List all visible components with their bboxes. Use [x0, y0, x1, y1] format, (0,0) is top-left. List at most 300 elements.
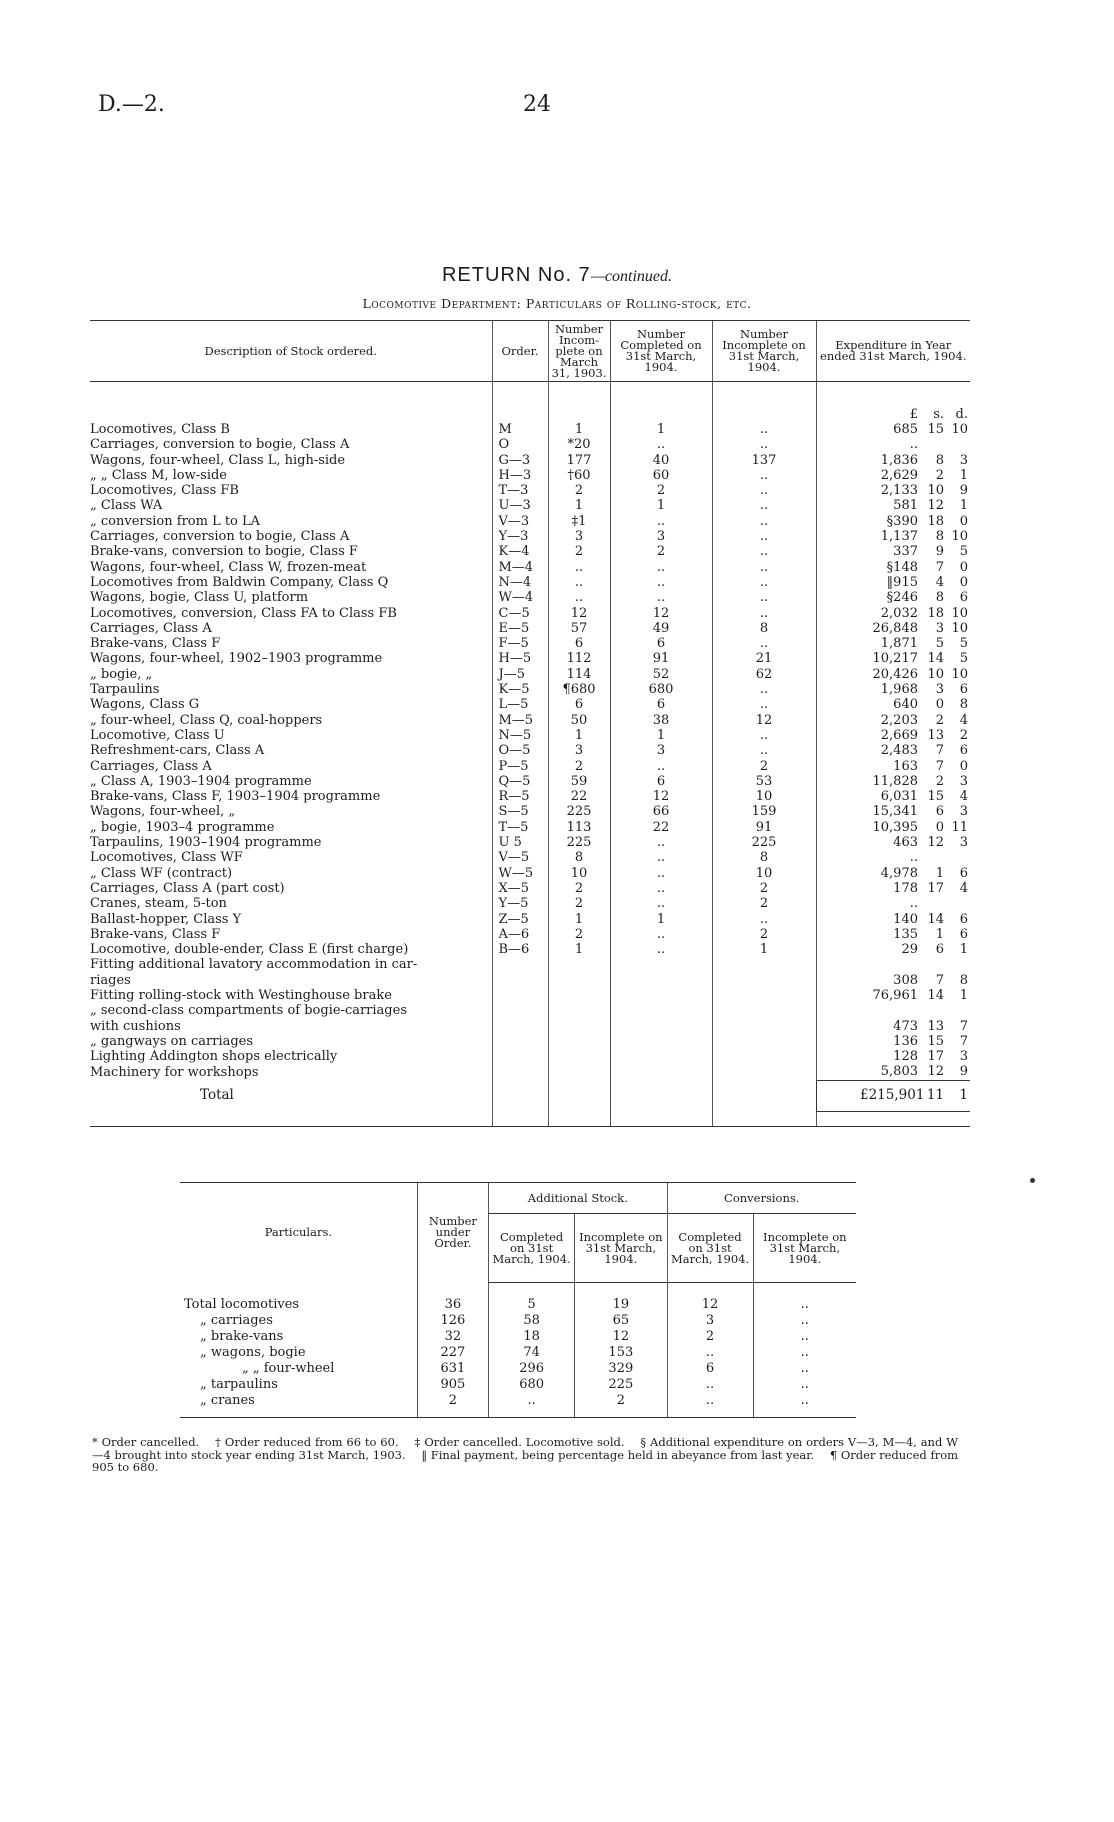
- stock-row-expenditure: [816, 743, 970, 758]
- completed-1904: 2: [610, 483, 712, 498]
- pence-value: 0: [959, 574, 968, 590]
- pence-value: 6: [959, 865, 968, 881]
- empty-cell: [492, 1049, 548, 1064]
- completed-1904: ..: [610, 835, 712, 850]
- pence-value: 8: [959, 697, 968, 713]
- misc-description: „ gangways on carriages: [90, 1033, 254, 1049]
- completed-1904: ..: [610, 942, 712, 957]
- stock-row-expenditure: [816, 453, 970, 468]
- incomplete-1904: 159: [712, 804, 816, 819]
- summary-conversions-incomplete: ..: [753, 1297, 856, 1313]
- dots-cell: [712, 1019, 816, 1034]
- shillings-value: 15: [927, 1033, 944, 1049]
- pence-value: 7: [959, 1018, 968, 1034]
- return-title: [0, 264, 1114, 287]
- pounds-value: 1,968: [880, 682, 918, 698]
- stock-row: [90, 850, 970, 865]
- summary-particular: Total locomotives: [184, 1297, 300, 1312]
- return-title-main: RETURN No. 7: [441, 264, 591, 286]
- incomplete-1903: 225: [548, 835, 610, 850]
- shillings-value: 12: [927, 1064, 944, 1080]
- footnote: ‖ Final payment, being percentage held in abeyance from last year.: [421, 1447, 815, 1462]
- pence-value: 10: [951, 529, 968, 545]
- summary-conversions-completed: 6: [667, 1361, 753, 1377]
- empty-cell: [548, 988, 610, 1003]
- shillings-value: 18: [927, 605, 944, 621]
- stock-description: Brake-vans, Class F, 1903–1904 programme: [90, 789, 381, 805]
- summary-conversions-completed: 2: [667, 1329, 753, 1345]
- summary-additional-completed: ..: [489, 1393, 575, 1409]
- money-amount: [860, 820, 968, 835]
- header-additional-completed: Completed on 31st March, 1904.: [489, 1214, 575, 1283]
- summary-under-order: 2: [417, 1393, 488, 1409]
- order-code: H—3: [492, 468, 548, 483]
- stock-row: [90, 942, 970, 957]
- empty-cell: [712, 1003, 816, 1018]
- summary-row: [180, 1345, 856, 1361]
- empty-cell: [548, 1080, 610, 1111]
- money-amount: [860, 560, 968, 575]
- incomplete-1904: 1: [712, 942, 816, 957]
- stock-row-expenditure: [816, 682, 970, 697]
- header-conversions-incomplete: Incomplete on 31st March, 1904.: [753, 1214, 856, 1283]
- empty-cell: [492, 1080, 548, 1111]
- header-additional-incomplete: Incomplete on 31st March, 1904.: [575, 1214, 667, 1283]
- summary-particular: „ wagons, bogie: [200, 1345, 306, 1360]
- dots-cell: [492, 973, 548, 988]
- incomplete-1903: 6: [548, 697, 610, 712]
- stock-row-expenditure: [816, 544, 970, 559]
- stock-description: Wagons, four-wheel, „: [90, 804, 236, 820]
- footnote: * Order cancelled.: [92, 1435, 200, 1449]
- shillings-value: 17: [927, 1049, 944, 1065]
- money-amount: [860, 835, 968, 850]
- summary-particular: „ „ four-wheel: [242, 1361, 335, 1376]
- empty-cell: [816, 1003, 970, 1018]
- shillings-value: 3: [935, 682, 944, 698]
- stock-description: „ „ Class M, low-side: [90, 467, 227, 483]
- summary-under-order: 126: [417, 1313, 488, 1329]
- order-code: V—3: [492, 514, 548, 529]
- money-amount: [860, 1049, 968, 1064]
- stock-description: „ bogie, 1903–4 programme: [90, 819, 275, 835]
- empty-cell: [712, 1049, 816, 1064]
- stock-row-expenditure: [816, 422, 970, 437]
- incomplete-1904: 225: [712, 835, 816, 850]
- pounds-value: 136: [893, 1033, 918, 1049]
- empty-cell: [610, 988, 712, 1003]
- empty-cell: [712, 1080, 816, 1111]
- pence-value: 0: [959, 513, 968, 529]
- completed-1904: ..: [610, 759, 712, 774]
- order-code: O—5: [492, 743, 548, 758]
- summary-row: [180, 1329, 856, 1345]
- pounds-value: 6,031: [880, 789, 918, 805]
- summary-conversions-completed: 12: [667, 1297, 753, 1313]
- incomplete-1903: 177: [548, 453, 610, 468]
- stock-row-expenditure: [816, 866, 970, 881]
- money-amount: [860, 850, 968, 865]
- shillings-value: 7: [935, 972, 944, 988]
- pounds-value: §148: [886, 559, 918, 575]
- stock-description: Carriages, Class A: [90, 620, 212, 636]
- pounds-value: 685: [893, 422, 918, 437]
- incomplete-1903: 1: [548, 422, 610, 437]
- pounds-value: ‖915: [886, 574, 918, 590]
- incomplete-1903: ¶680: [548, 682, 610, 697]
- order-code: O: [492, 437, 548, 452]
- pence-value: 9: [959, 483, 968, 499]
- incomplete-1903: 10: [548, 866, 610, 881]
- completed-1904: 1: [610, 912, 712, 927]
- stock-row-expenditure: [816, 759, 970, 774]
- misc-row-expenditure: [816, 1064, 970, 1080]
- order-code: U 5: [492, 835, 548, 850]
- stock-description: „ Class A, 1903–1904 programme: [90, 773, 312, 789]
- pence-value: 6: [959, 911, 968, 927]
- shillings-value: 2: [935, 773, 944, 789]
- stock-row-expenditure: [816, 651, 970, 666]
- money-amount: [860, 544, 968, 559]
- incomplete-1904: ..: [712, 468, 816, 483]
- shillings-value: 10: [927, 483, 944, 499]
- completed-1904: 1: [610, 498, 712, 513]
- misc-row-continued: [90, 1019, 970, 1034]
- stock-row: [90, 483, 970, 498]
- completed-1904: 60: [610, 468, 712, 483]
- empty-cell: [816, 957, 970, 972]
- incomplete-1904: ..: [712, 544, 816, 559]
- stock-row-expenditure: [816, 881, 970, 896]
- pence-value: 4: [959, 789, 968, 805]
- stock-description: Wagons, four-wheel, 1902–1903 programme: [90, 651, 383, 667]
- empty-cell: [712, 1064, 816, 1080]
- stock-row-expenditure: [816, 575, 970, 590]
- pounds-value: ..: [909, 437, 918, 453]
- stock-description: Carriages, conversion to bogie, Class A: [90, 529, 350, 545]
- incomplete-1904: ..: [712, 575, 816, 590]
- rolling-stock-table: [90, 320, 970, 1127]
- summary-additional-incomplete: 225: [575, 1377, 667, 1393]
- completed-1904: ..: [610, 437, 712, 452]
- stock-row: [90, 835, 970, 850]
- stock-row: [90, 468, 970, 483]
- stock-row: [90, 912, 970, 927]
- shillings-value: 14: [927, 987, 944, 1003]
- stock-row: [90, 544, 970, 559]
- summary-additional-incomplete: 329: [575, 1361, 667, 1377]
- completed-1904: 22: [610, 820, 712, 835]
- shillings-value: 7: [935, 743, 944, 759]
- header-incomplete-1904: Number Incomplete on 31st March, 1904.: [712, 321, 816, 382]
- stock-description: Cranes, steam, 5-ton: [90, 896, 227, 912]
- dots-cell: [610, 1019, 712, 1034]
- completed-1904: 38: [610, 713, 712, 728]
- order-code: T—5: [492, 820, 548, 835]
- incomplete-1904: ..: [712, 437, 816, 452]
- stock-description: Locomotives, Class B: [90, 422, 230, 437]
- stock-row-expenditure: [816, 927, 970, 942]
- completed-1904: ..: [610, 927, 712, 942]
- stock-row-expenditure: [816, 514, 970, 529]
- stock-row: [90, 804, 970, 819]
- shillings-value: 15: [927, 789, 944, 805]
- money-amount: [860, 483, 968, 498]
- summary-additional-incomplete: 153: [575, 1345, 667, 1361]
- completed-1904: 49: [610, 621, 712, 636]
- empty-cell: [548, 1003, 610, 1018]
- completed-1904: 66: [610, 804, 712, 819]
- completed-1904: 12: [610, 789, 712, 804]
- stock-row-expenditure: [816, 590, 970, 605]
- pence-value: 1: [959, 467, 968, 483]
- incomplete-1904: ..: [712, 912, 816, 927]
- pounds-value: §390: [886, 513, 918, 529]
- footnote: ¶ Order reduced from 905 to 680.: [92, 1447, 959, 1474]
- shillings-value: 0: [935, 697, 944, 713]
- summary-additional-completed: 74: [489, 1345, 575, 1361]
- empty-cell: [610, 1034, 712, 1049]
- stock-row-expenditure: [816, 804, 970, 819]
- order-code: M—4: [492, 560, 548, 575]
- stock-row-expenditure: [816, 820, 970, 835]
- summary-particular: „ cranes: [200, 1393, 255, 1408]
- misc-row-expenditure: [816, 973, 970, 988]
- money-amount: [860, 590, 968, 605]
- order-code: S—5: [492, 804, 548, 819]
- incomplete-1903: 2: [548, 483, 610, 498]
- order-code: B—6: [492, 942, 548, 957]
- money-amount: [860, 927, 968, 942]
- completed-1904: 2: [610, 544, 712, 559]
- shillings-value: 7: [935, 758, 944, 774]
- order-code: L—5: [492, 697, 548, 712]
- incomplete-1904: ..: [712, 590, 816, 605]
- stock-row-expenditure: [816, 850, 970, 865]
- shillings-value: 5: [935, 636, 944, 652]
- pence-value: 4: [959, 712, 968, 728]
- summary-conversions-incomplete: ..: [753, 1393, 856, 1409]
- incomplete-1904: ..: [712, 483, 816, 498]
- pounds-value: 1,836: [880, 452, 918, 468]
- pence-value: 1: [959, 498, 968, 514]
- incomplete-1903: 2: [548, 896, 610, 911]
- summary-particular: „ tarpaulins: [200, 1377, 278, 1392]
- misc-row: [90, 1064, 970, 1080]
- incomplete-1903: 1: [548, 942, 610, 957]
- summary-additional-completed: 680: [489, 1377, 575, 1393]
- shillings-value: 12: [927, 498, 944, 514]
- pence-value: 1: [959, 1087, 968, 1104]
- shillings-value: 11: [926, 1087, 944, 1104]
- pence-value: 4: [959, 880, 968, 896]
- incomplete-1904: 2: [712, 896, 816, 911]
- order-code: Q—5: [492, 774, 548, 789]
- stock-row: [90, 437, 970, 452]
- stock-description: Brake-vans, Class F: [90, 636, 221, 652]
- pence-value: 3: [959, 452, 968, 468]
- incomplete-1904: 12: [712, 713, 816, 728]
- pounds-value: 640: [893, 697, 918, 713]
- stock-row-expenditure: [816, 483, 970, 498]
- money-amount: [860, 759, 968, 774]
- stock-row: [90, 789, 970, 804]
- incomplete-1903: 3: [548, 743, 610, 758]
- pounds-value: 473: [893, 1018, 918, 1034]
- order-code: Y—5: [492, 896, 548, 911]
- stock-row-expenditure: [816, 697, 970, 712]
- order-code: P—5: [492, 759, 548, 774]
- stock-row-expenditure: [816, 606, 970, 621]
- page-number: 24: [523, 92, 551, 117]
- completed-1904: ..: [610, 866, 712, 881]
- summary-row: [180, 1361, 856, 1377]
- order-code: E—5: [492, 621, 548, 636]
- incomplete-1904: ..: [712, 422, 816, 437]
- shillings-value: 7: [935, 559, 944, 575]
- money-amount: [860, 667, 968, 682]
- stock-row-expenditure: [816, 728, 970, 743]
- stock-description: Refreshment-cars, Class A: [90, 743, 265, 759]
- pounds-value: 5,803: [880, 1064, 918, 1080]
- header-additional-stock: Additional Stock.: [489, 1183, 667, 1214]
- money-amount: [860, 636, 968, 651]
- money-amount: [860, 437, 968, 452]
- dots-cell: [548, 973, 610, 988]
- empty-cell: [712, 988, 816, 1003]
- stock-row-expenditure: [816, 713, 970, 728]
- incomplete-1904: 137: [712, 453, 816, 468]
- empty-cell: [548, 1064, 610, 1080]
- pence-value: 5: [959, 544, 968, 560]
- money-amount: [860, 529, 968, 544]
- summary-conversions-completed: ..: [667, 1377, 753, 1393]
- summary-conversions-incomplete: ..: [753, 1313, 856, 1329]
- shillings-value: 1: [935, 926, 944, 942]
- pounds-value: 11,828: [872, 773, 918, 789]
- order-code: Z—5: [492, 912, 548, 927]
- shillings-value: 1: [935, 865, 944, 881]
- incomplete-1903: ..: [548, 560, 610, 575]
- pence-value: 6: [959, 926, 968, 942]
- stock-row: [90, 713, 970, 728]
- pence-value: 10: [951, 620, 968, 636]
- summary-particular: „ carriages: [200, 1313, 273, 1328]
- header-expenditure: Expenditure in Year ended 31st March, 1904.: [816, 321, 970, 382]
- shillings-value: 13: [927, 1018, 944, 1034]
- stock-row: [90, 927, 970, 942]
- order-code: K—5: [492, 682, 548, 697]
- stock-description: Ballast-hopper, Class Y: [90, 911, 242, 927]
- stock-row-expenditure: [816, 437, 970, 452]
- pounds-value: ..: [909, 850, 918, 866]
- stock-row: [90, 590, 970, 605]
- completed-1904: 6: [610, 636, 712, 651]
- stock-description: Wagons, four-wheel, Class L, high-side: [90, 452, 346, 468]
- header-conversions-completed: Completed on 31st March, 1904.: [667, 1214, 753, 1283]
- pounds-value: 2,483: [880, 743, 918, 759]
- stock-row: [90, 774, 970, 789]
- incomplete-1903: 2: [548, 927, 610, 942]
- order-code: C—5: [492, 606, 548, 621]
- stock-row: [90, 606, 970, 621]
- shillings-value: 2: [935, 712, 944, 728]
- money-amount: [860, 866, 968, 881]
- misc-row: [90, 988, 970, 1003]
- incomplete-1903: 3: [548, 529, 610, 544]
- header-completed-1904: Number Completed on 31st March, 1904.: [610, 321, 712, 382]
- shillings-value: 6: [935, 942, 944, 958]
- stock-description: Brake-vans, conversion to bogie, Class F: [90, 544, 358, 560]
- incomplete-1903: *20: [548, 437, 610, 452]
- stock-row: [90, 498, 970, 513]
- misc-description: Lighting Addington shops electrically: [90, 1049, 338, 1065]
- pounds-value: 4,978: [880, 865, 918, 881]
- incomplete-1904: 21: [712, 651, 816, 666]
- summary-additional-incomplete: 12: [575, 1329, 667, 1345]
- money-amount: [860, 804, 968, 819]
- summary-body: [180, 1283, 856, 1418]
- incomplete-1904: 2: [712, 759, 816, 774]
- empty-cell: [610, 1064, 712, 1080]
- return-subtitle: Locomotive Department: Particulars of Rolling-stock, etc.: [362, 296, 752, 311]
- money-amount: [860, 682, 968, 697]
- shillings-value: 4: [935, 574, 944, 590]
- order-code: W—4: [492, 590, 548, 605]
- stock-row: [90, 820, 970, 835]
- page-reference: D.—2.: [98, 92, 165, 117]
- summary-under-order: 36: [417, 1297, 488, 1313]
- shillings-value: 8: [935, 590, 944, 606]
- completed-1904: ..: [610, 896, 712, 911]
- shillings-value: 17: [927, 880, 944, 896]
- footnotes: [92, 1436, 958, 1474]
- pounds-value: 2,669: [880, 727, 918, 743]
- incomplete-1903: 8: [548, 850, 610, 865]
- stock-row-expenditure: [816, 835, 970, 850]
- stock-description: Wagons, Class G: [90, 697, 200, 713]
- misc-row: [90, 957, 970, 972]
- summary-conversions-completed: 3: [667, 1313, 753, 1329]
- pounds-value: ..: [909, 896, 918, 912]
- pence-value: 7: [959, 1033, 968, 1049]
- money-amount: [860, 575, 968, 590]
- pounds-value: 76,961: [872, 987, 918, 1003]
- stock-row-expenditure: [816, 498, 970, 513]
- incomplete-1903: 1: [548, 912, 610, 927]
- pounds-value: 29: [901, 942, 918, 958]
- shillings-value: 14: [927, 651, 944, 667]
- stock-row: [90, 453, 970, 468]
- stock-row-expenditure: [816, 560, 970, 575]
- currency-units-row: [90, 406, 970, 422]
- misc-row: [90, 1034, 970, 1049]
- order-code: U—3: [492, 498, 548, 513]
- stock-row-expenditure: [816, 621, 970, 636]
- misc-row-continued: [90, 973, 970, 988]
- pounds-value: 128: [893, 1049, 918, 1065]
- pounds-value: 140: [893, 911, 918, 927]
- money-amount: [860, 912, 968, 927]
- pence-value: 0: [959, 758, 968, 774]
- pence-value: 11: [951, 819, 968, 835]
- pence-value: 10: [951, 422, 968, 437]
- summary-conversions-completed: ..: [667, 1345, 753, 1361]
- stock-row-expenditure: [816, 789, 970, 804]
- incomplete-1904: ..: [712, 514, 816, 529]
- summary-additional-incomplete: 65: [575, 1313, 667, 1329]
- stock-row: [90, 697, 970, 712]
